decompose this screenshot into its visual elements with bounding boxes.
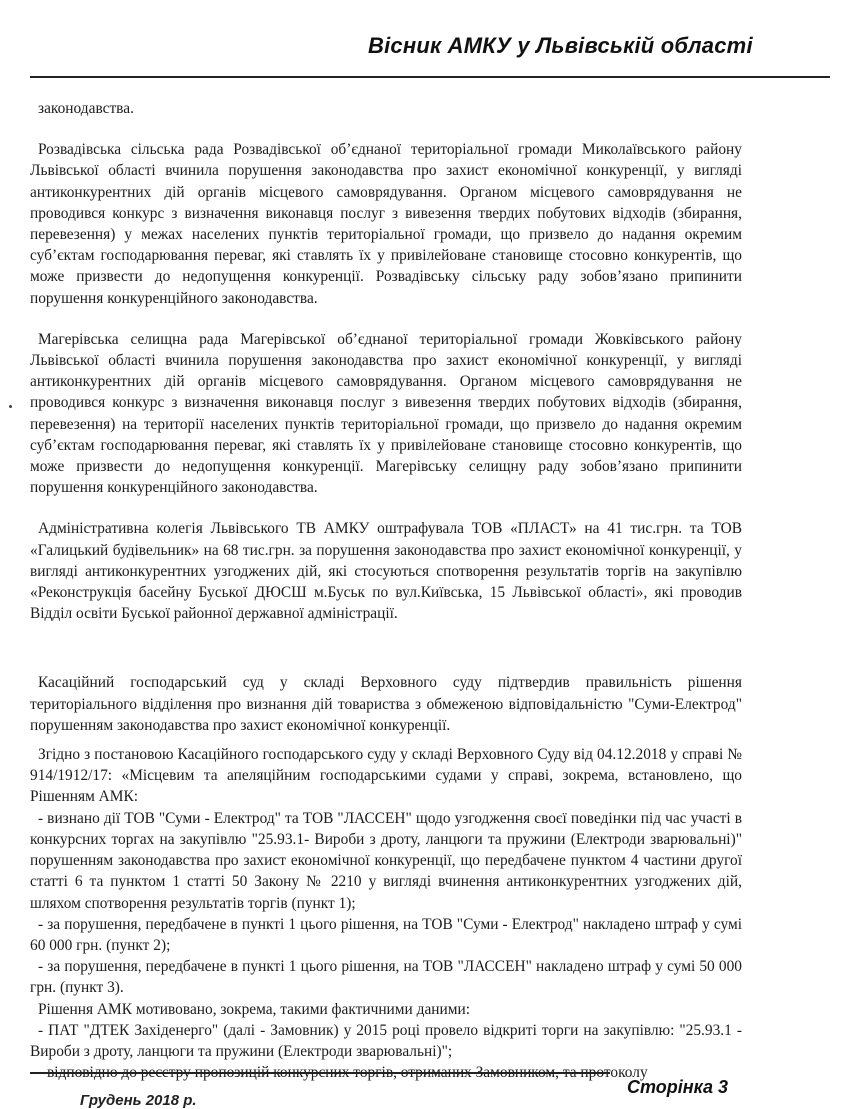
- paragraph-resolution-intro: Згідно з постановою Касаційного господарського суду у складі Верховного Суду від 04.12.2018 у справі № 914/1912/17: «Місцевим та апеляційним господарськими судами у справі, зокрема, встановлено, що Рішенням АМК:: [30, 746, 742, 806]
- list-item-violation: - визнано дії ТОВ "Суми - Електрод" та ТОВ "ЛАССЕН" щодо узгодження своєї поведінки під час участі в конкурсних торгах на закупівлю "25.93.1- Вироби з дроту, ланцюги та пружини (Електроди зварювальні)" порушенням законодавства про захист економічної конкуренції, що передбачене пунктом 4 частини другої статті 6 та пунктом 1 статті 50 Закону № 2210 у вигляді вчинення антиконкурентних узгоджених дій, шляхом спотворення результатів торгів (пункт 1);: [30, 809, 742, 912]
- header-title: Вісник АМКУ у Львівській області: [368, 33, 753, 58]
- paragraph-maheriv: Магерівська селищна рада Магерівської об’єднаної територіальної громади Жовківського району Львівської області вчинила порушення законодавства про захист економічної конкуренції, у вигляді антиконкурентних дій органів місцевого самоврядування. Органом місцевого самоврядування не проводився конкурс з визначення виконавця послуг з вивезення твердих побутових відходів (збирання, перевезення) на території населених пунктів територіальної громади, що призвело до надання окремим суб’єктам господарювання переваг, які ставлять їх у привілейоване становище стосовно конкурентів, що може призвести до недопущення конкуренції. Магерівську селищну раду зобов’язано припинити порушення конкуренційного законодавства.: [30, 330, 742, 497]
- page-number: Сторінка 3: [627, 1077, 728, 1097]
- paragraph-plast-fine: Адміністративна колегія Львівського ТВ АМКУ оштрафувала ТОВ «ПЛАСТ» на 41 тис.грн. та ТОВ «Галицький будівельник» на 68 тис.грн. за порушення законодавства про захист економічної конкуренції, у вигляді антиконкурентних узгоджених дій, які стосуються спотворення результатів торгів на закупівлю «Реконструкція басейну Буської ДЮСШ м.Буськ по вул.Київська, 15 Львівської області», які проводив Відділ освіти Буської районної державної адміністрації.: [30, 520, 742, 623]
- header-rule: [30, 76, 830, 78]
- scan-speck: [9, 405, 12, 408]
- footer-rule: [30, 1072, 610, 1074]
- paragraph-rozvadiv: Розвадівська сільська рада Розвадівської об’єднаної територіальної громади Миколаївського району Львівської області вчинила порушення законодавства про захист економічної конкуренції, у вигляді антиконкурентних дій органів місцевого самоврядування. Органом місцевого самоврядування не проводився конкурс з визначення виконавця послуг з вивезення твердих побутових відходів (збирання, перевезення) у межах населених пунктів територіальної громади, що призвело до надання окремим суб’єктам господарювання переваг, які ставлять їх у привілейоване становище стосовно конкурентів, що може призвести до недопущення конкуренції. Розвадівську сільську раду зобов’язано припинити порушення конкуренційного законодавства.: [30, 141, 742, 307]
- paragraph-court-decision: Касаційний господарський суд у складі Верховного суду підтвердив правильність рішення територіального відділення про визнання дій товариства з обмеженою відповідальністю "Суми-Електрод" порушенням законодавства про захист економічної конкуренції.: [30, 674, 742, 734]
- list-item-registry: - відповідно до реєстру пропозицій конкурсних торгів, отриманих Замовником, та протоколу: [38, 1064, 648, 1082]
- list-item-dtek: - ПАТ "ДТЕК Західенерго" (далі - Замовник) у 2015 році провело відкриті торги на закупівлю: "25.93.1 - Вироби з дроту, ланцюги та пружини (Електроди зварювальні)";: [30, 1021, 742, 1060]
- paragraph-continuation: законодавства.: [38, 100, 134, 117]
- list-item-fine-sumy: - за порушення, передбачене в пункті 1 цього рішення, на ТОВ "Суми - Електрод" накладено штраф у сумі 60 000 грн. (пункт 2);: [30, 915, 742, 954]
- issue-date: Грудень 2018 р.: [80, 1092, 197, 1109]
- list-item-fine-lassen: - за порушення, передбачене в пункті 1 цього рішення, на ТОВ "ЛАССЕН" накладено штраф у сумі 50 000 грн. (пункт 3).: [30, 958, 742, 997]
- paragraph-motivation: Рішення АМК мотивовано, зокрема, такими фактичними даними:: [38, 1000, 470, 1018]
- document-body: [30, 98, 742, 1083]
